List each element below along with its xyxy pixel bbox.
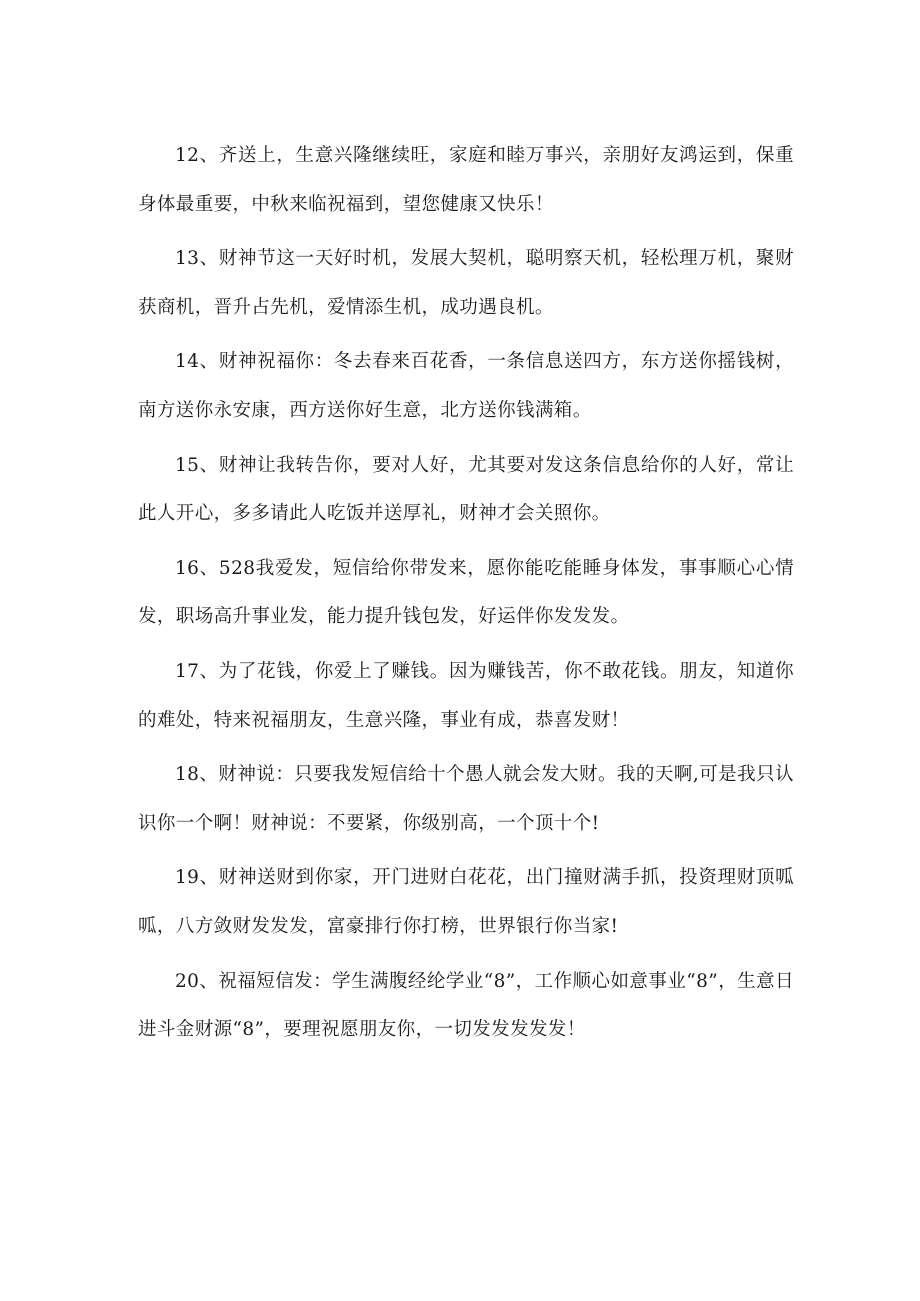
paragraph-12: 12、齐送上，生意兴隆继续旺，家庭和睦万事兴，亲朋好友鸿运到，保重身体最重要，中秋来临祝福到，望您健康又快乐！	[138, 145, 794, 215]
paragraph-14: 14、财神祝福你：冬去春来百花香，一条信息送四方，东方送你摇钱树，南方送你永安康，西方送你好生意，北方送你钱满箱。	[138, 351, 794, 421]
paragraph-15: 15、财神让我转告你，要对人好，尤其要对发这条信息给你的人好，常让此人开心，多多请此人吃饭并送厚礼，财神才会关照你。	[138, 454, 794, 525]
paragraph-19: 19、财神送财到你家，开门进财白花花，出门撞财满手抓，投资理财顶呱呱，八方敛财发发发，富豪排行你打榜，世界银行你当家!	[138, 867, 794, 937]
paragraph-13: 13、财神节这一天好时机，发展大契机，聪明察天机，轻松理万机，聚财获商机，晋升占先机，爱情添生机，成功遇良机。	[138, 248, 794, 318]
paragraph-18: 18、财神说：只要我发短信给十个愚人就会发大财。我的天啊,可是我只认识你一个啊！财神说：不要紧，你级别高，一个顶十个!	[138, 764, 794, 834]
paragraph-20: 20、祝福短信发：学生满腹经纶学业“8”，工作顺心如意事业“8”，生意日进斗金财源“8”，要理祝愿朋友你，一切发发发发发！	[138, 970, 794, 1041]
document-body	[138, 132, 794, 1061]
paragraph-16: 16、528我爱发，短信给你带发来，愿你能吃能睡身体发，事事顺心心情发，职场高升事业发，能力提升钱包发，好运伴你发发发。	[138, 557, 794, 628]
paragraph-17: 17、为了花钱，你爱上了赚钱。因为赚钱苦，你不敢花钱。朋友，知道你的难处，特来祝福朋友，生意兴隆，事业有成，恭喜发财！	[138, 660, 794, 731]
